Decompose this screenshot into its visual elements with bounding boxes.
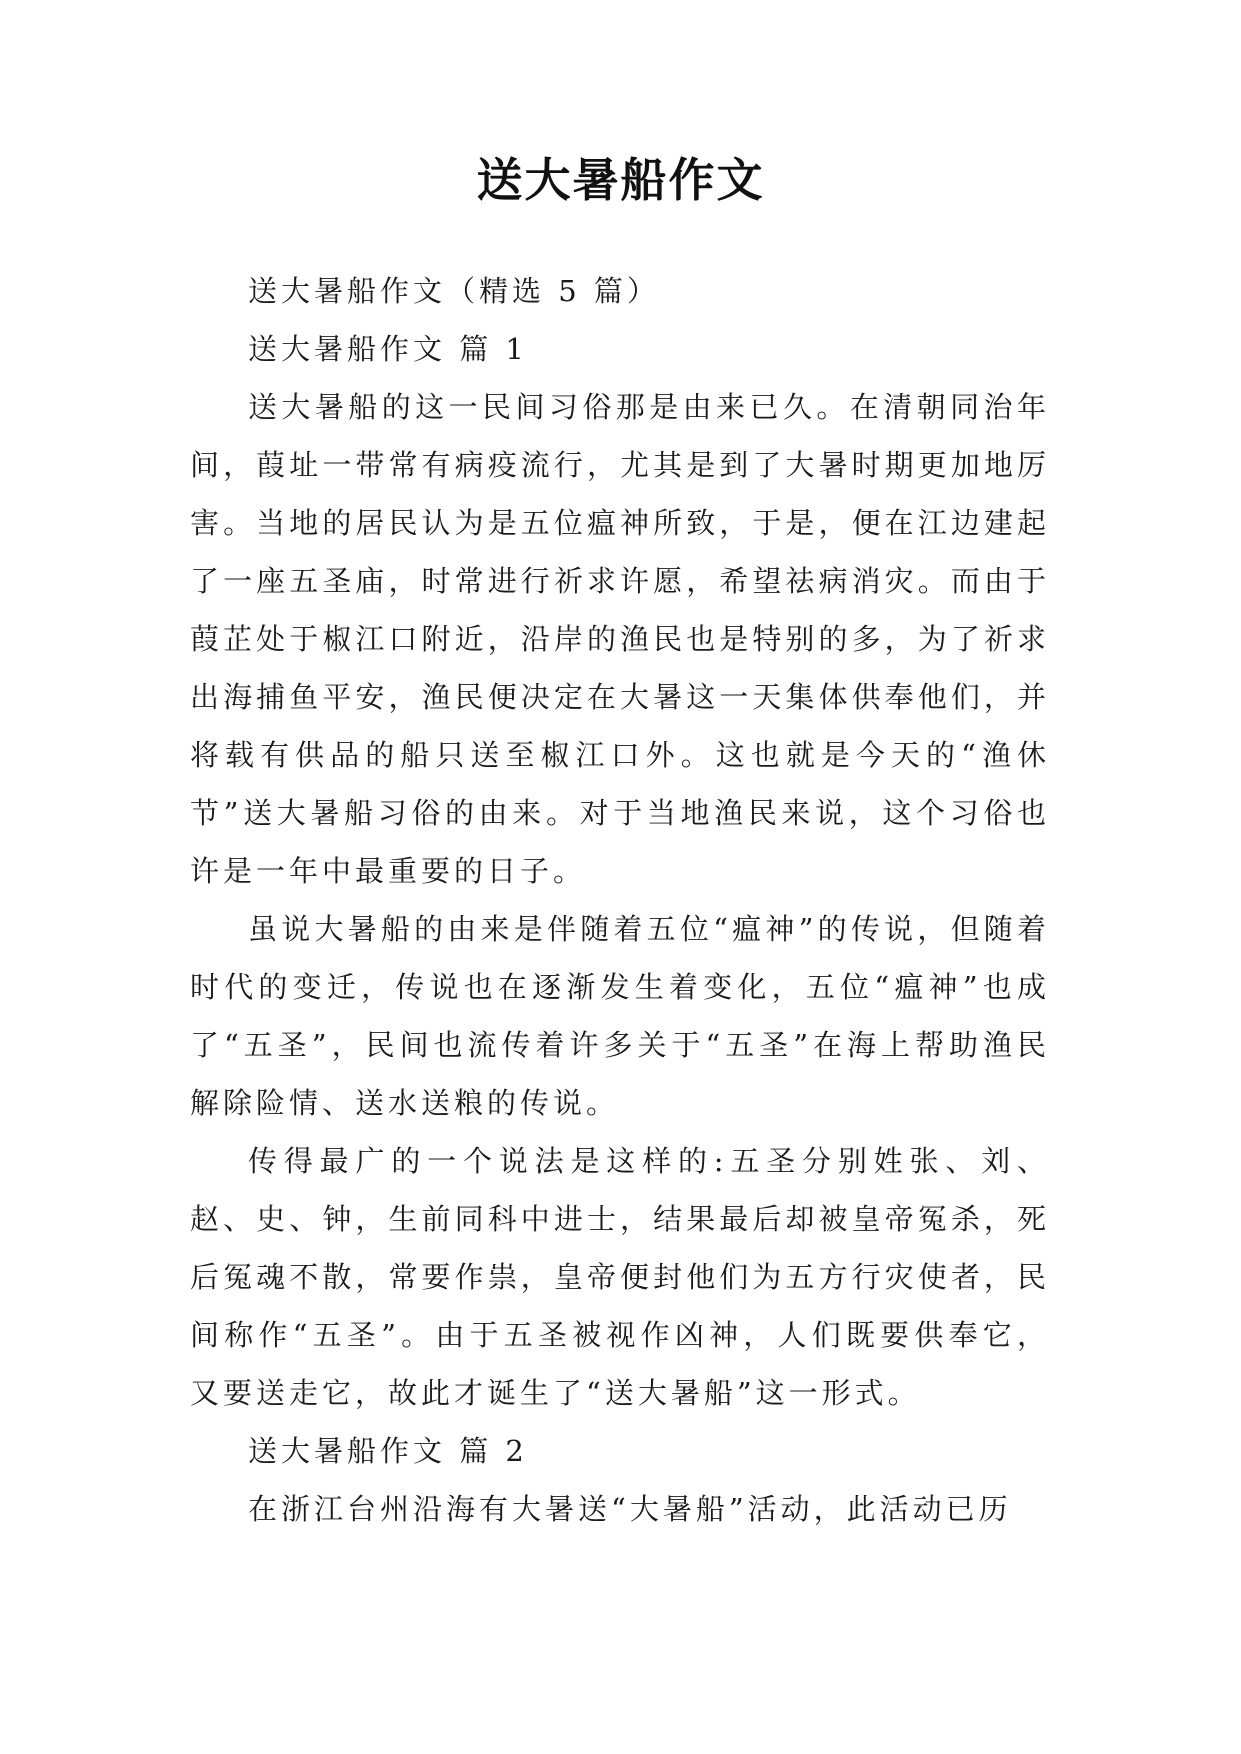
paragraph: 送大暑船的这一民间习俗那是由来已久。在清朝同治年间，葭址一带常有病疫流行，尤其是到了大暑时期更加地厉害。当地的居民认为是五位瘟神所致，于是，便在江边建起了一座五圣庙，时常进行祈求许愿，希望祛病消灾。而由于葭芷处于椒江口附近，沿岸的渔民也是特别的多，为了祈求出海捕鱼平安，渔民便决定在大暑这一天集体供奉他们，并将载有供品的船只送至椒江口外。这也就是今天的“渔休节”送大暑船习俗的由来。对于当地渔民来说，这个习俗也许是一年中最重要的日子。 (190, 390, 1050, 888)
section-heading: 送大暑船作文 篇 2 (248, 1434, 528, 1468)
section-heading: 送大暑船作文 篇 1 (248, 332, 528, 366)
paragraph: 在浙江台州沿海有大暑送“大暑船”活动，此活动已历 (248, 1492, 1012, 1526)
document-title: 送大暑船作文 (476, 153, 765, 207)
paragraph: 虽说大暑船的由来是伴随着五位“瘟神”的传说，但随着时代的变迁，传说也在逐渐发生着变化，五位“瘟神”也成了“五圣”，民间也流传着许多关于“五圣”在海上帮助渔民解除险情、送水送粮的传说。 (190, 912, 1050, 1120)
document-subtitle: 送大暑船作文（精选 5 篇） (248, 274, 660, 308)
document-body (190, 262, 1050, 1538)
paragraph: 传得最广的一个说法是这样的:五圣分别姓张、刘、赵、史、钟，生前同科中进士，结果最后却被皇帝冤杀，死后冤魂不散，常要作祟，皇帝便封他们为五方行灾使者，民间称作“五圣”。由于五圣被视作凶神，人们既要供奉它，又要送走它，故此才诞生了“送大暑船”这一形式。 (190, 1144, 1050, 1410)
